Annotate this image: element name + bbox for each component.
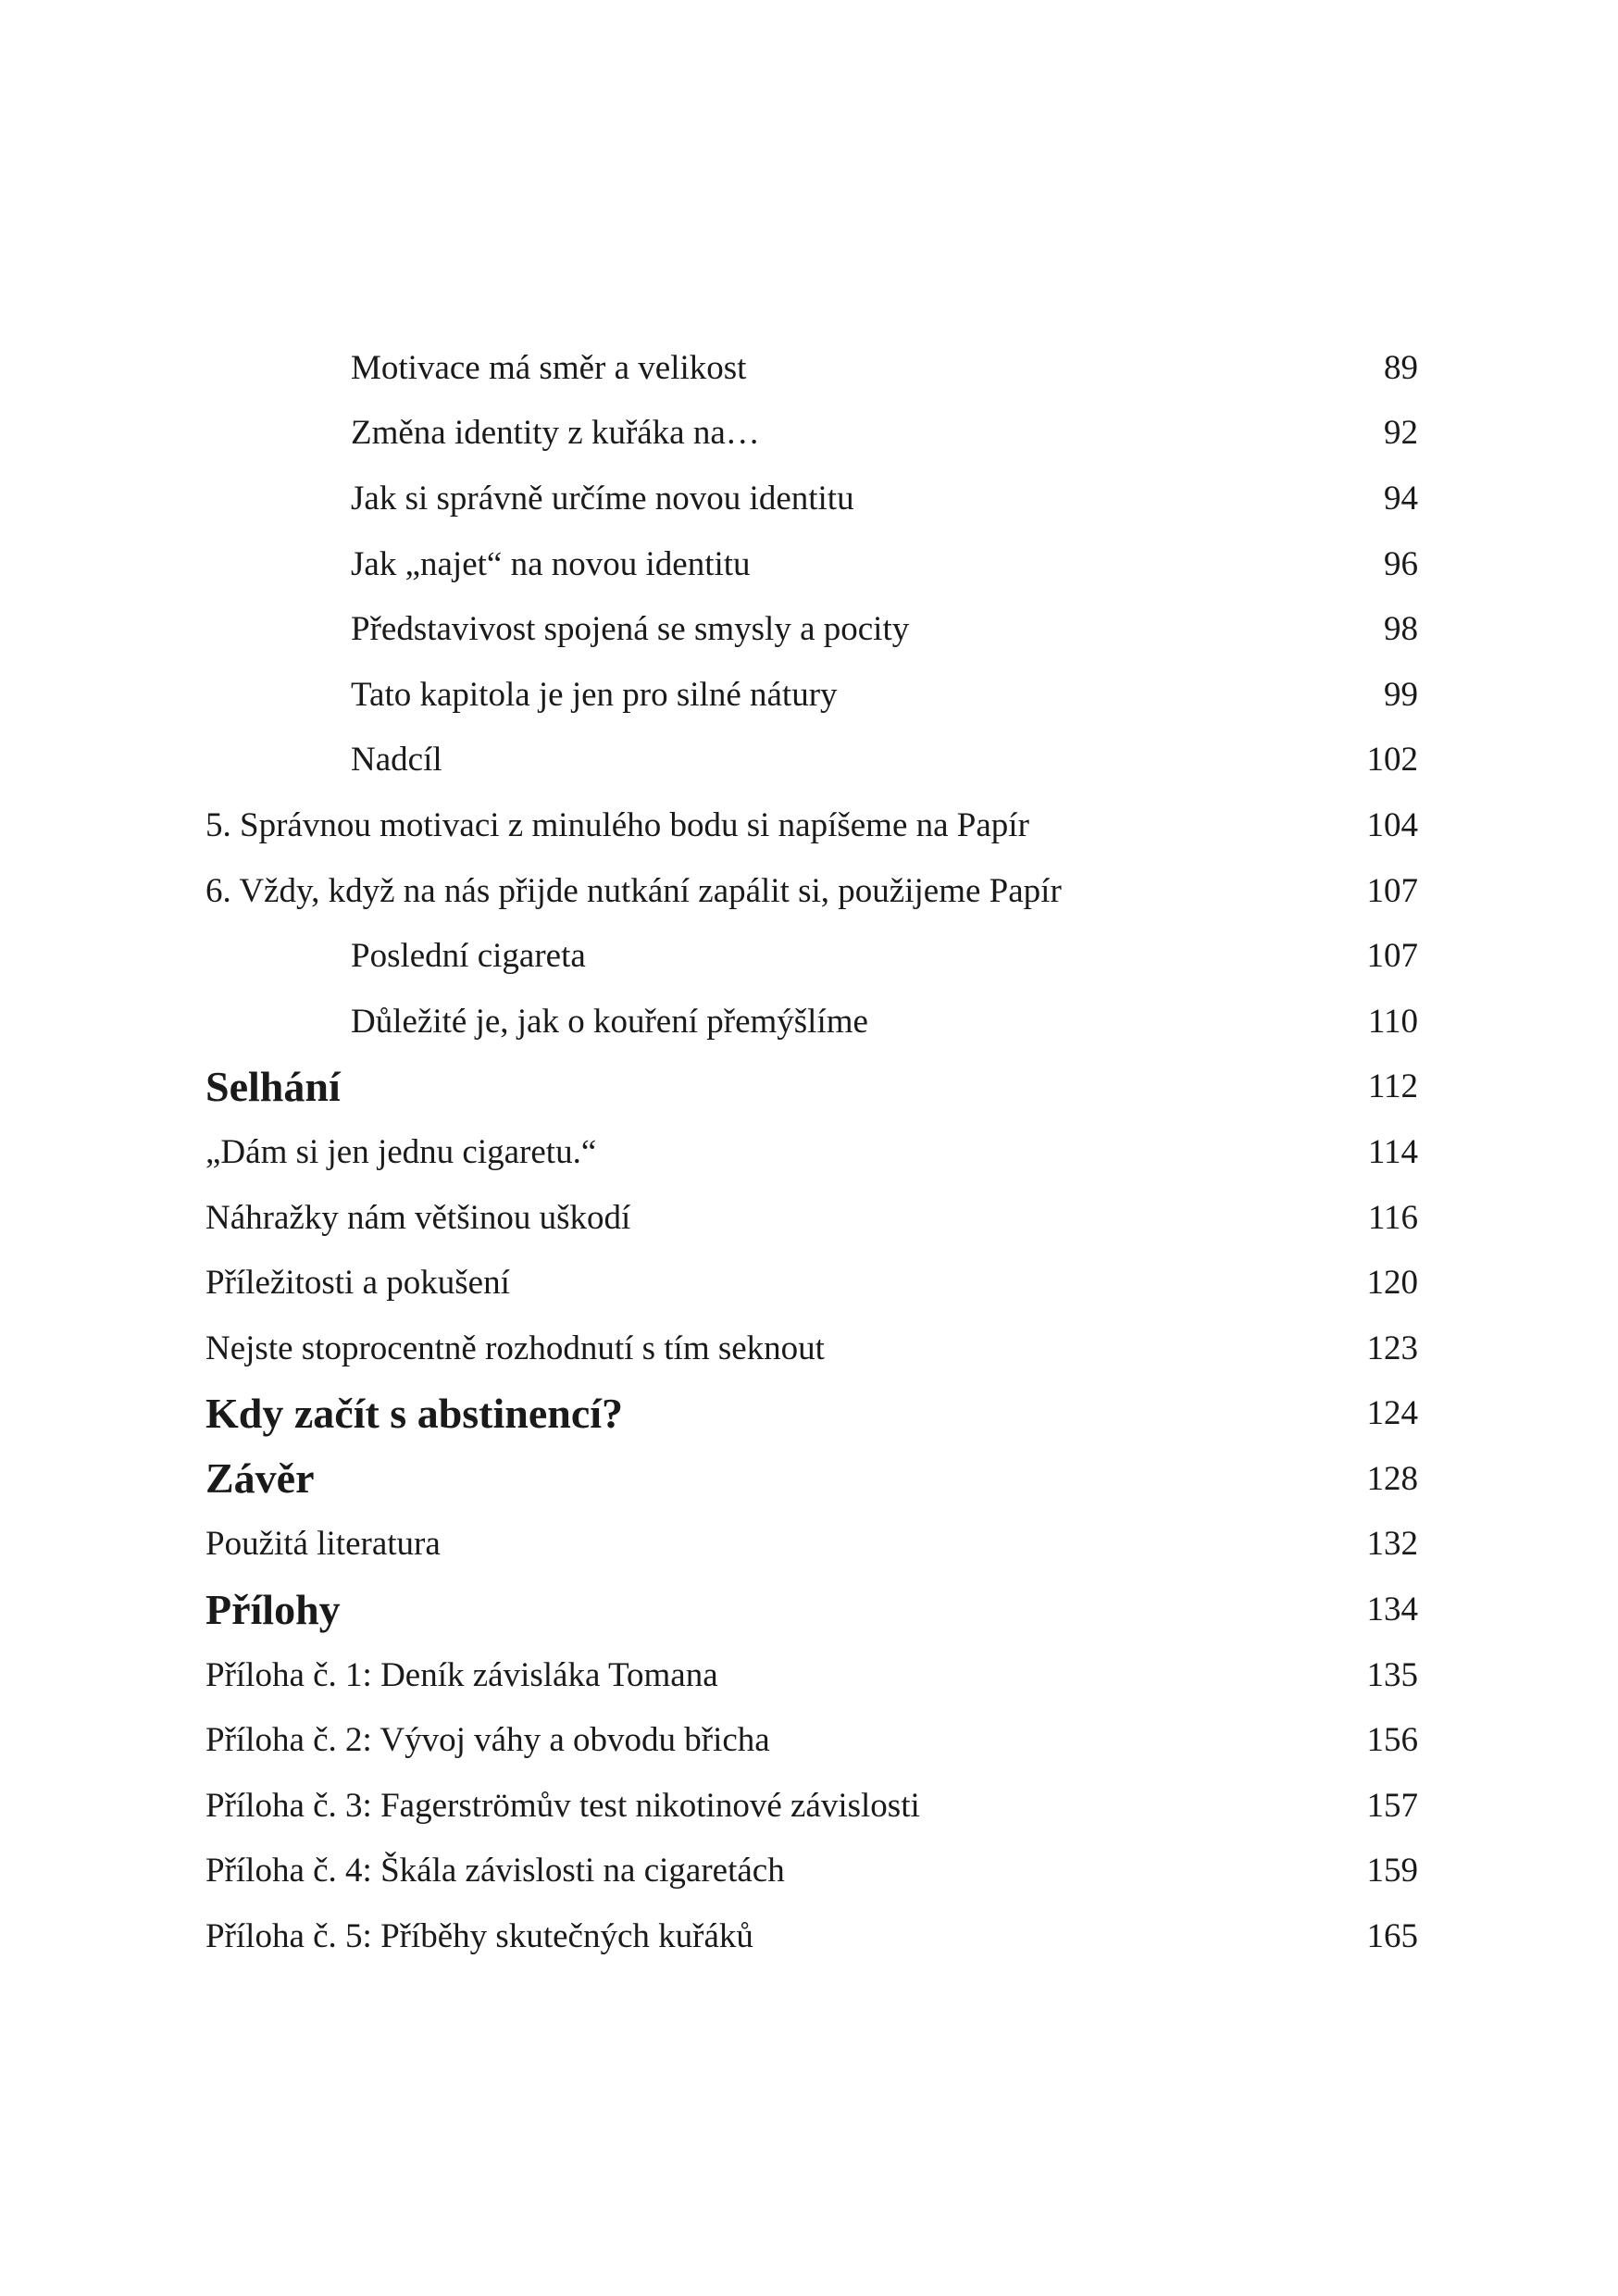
toc-entry-title: Změna identity z kuřáka na… bbox=[351, 414, 760, 453]
toc-entry-page: 107 bbox=[1366, 871, 1418, 910]
toc-entry-page: 116 bbox=[1367, 1198, 1418, 1237]
toc-entry bbox=[205, 531, 1418, 597]
toc-entry-title: Důležité je, jak o kouření přemýšlíme bbox=[351, 1002, 868, 1041]
toc-entry-page: 159 bbox=[1366, 1852, 1418, 1890]
toc-entry bbox=[205, 1316, 1418, 1381]
toc-entry-page: 104 bbox=[1366, 805, 1418, 844]
toc-entry-page: 156 bbox=[1366, 1721, 1418, 1760]
toc-entry bbox=[205, 858, 1418, 924]
toc-entry bbox=[205, 596, 1418, 662]
toc-entry-title: Nejste stoprocentně rozhodnutí s tím seknout bbox=[205, 1329, 825, 1367]
toc-entry-page: 120 bbox=[1366, 1264, 1418, 1303]
toc-entry bbox=[205, 401, 1418, 467]
toc-entry bbox=[205, 1773, 1418, 1839]
toc-chapter-title: Závěr bbox=[205, 1454, 315, 1503]
toc-chapter-page: 124 bbox=[1366, 1394, 1418, 1433]
toc-entry bbox=[205, 1119, 1418, 1185]
table-of-contents bbox=[205, 335, 1418, 1969]
toc-entry-title: Představivost spojená se smysly a pocity bbox=[351, 610, 910, 649]
toc-entry bbox=[205, 1185, 1418, 1251]
toc-entry-page: 110 bbox=[1367, 1002, 1418, 1041]
toc-entry bbox=[205, 728, 1418, 793]
toc-entry-title: Nadcíl bbox=[351, 741, 442, 780]
toc-chapter-title: Kdy začít s abstinencí? bbox=[205, 1389, 624, 1437]
toc-entry-title: Příloha č. 1: Deník závisláka Tomana bbox=[205, 1655, 718, 1694]
toc-entry-page: 102 bbox=[1366, 741, 1418, 780]
toc-entry-title: 6. Vždy, když na nás přijde nutkání zapálit si, použijeme Papír bbox=[205, 871, 1062, 910]
toc-chapter bbox=[205, 1054, 1418, 1120]
toc-chapter bbox=[205, 1577, 1418, 1642]
toc-entry bbox=[205, 466, 1418, 531]
toc-entry bbox=[205, 662, 1418, 728]
toc-chapter-page: 128 bbox=[1366, 1459, 1418, 1498]
toc-entry-page: 157 bbox=[1366, 1786, 1418, 1825]
toc-entry bbox=[205, 335, 1418, 401]
toc-entry bbox=[205, 1707, 1418, 1773]
toc-entry-title: „Dám si jen jednu cigaretu.“ bbox=[205, 1132, 597, 1171]
toc-entry-page: 99 bbox=[1384, 675, 1418, 714]
toc-entry-page: 114 bbox=[1367, 1132, 1418, 1171]
toc-entry-page: 94 bbox=[1384, 479, 1418, 518]
toc-chapter-page: 134 bbox=[1366, 1591, 1418, 1629]
toc-entry bbox=[205, 1903, 1418, 1969]
toc-entry-title: Náhražky nám většinou uškodí bbox=[205, 1198, 631, 1237]
toc-entry-page: 165 bbox=[1366, 1917, 1418, 1956]
toc-entry-title: Příloha č. 3: Fagerströmův test nikotinové závislosti bbox=[205, 1786, 920, 1825]
toc-entry-title: Použitá literatura bbox=[205, 1525, 441, 1564]
toc-entry bbox=[205, 792, 1418, 858]
toc-entry-page: 107 bbox=[1366, 937, 1418, 976]
toc-entry-page: 92 bbox=[1384, 414, 1418, 453]
toc-chapter bbox=[205, 1381, 1418, 1447]
toc-entry-title: Jak si správně určíme novou identitu bbox=[351, 479, 854, 518]
toc-entry-title: 5. Správnou motivaci z minulého bodu si napíšeme na Papír bbox=[205, 805, 1029, 844]
toc-entry-page: 135 bbox=[1366, 1655, 1418, 1694]
toc-entry-title: Tato kapitola je jen pro silné nátury bbox=[351, 675, 838, 714]
toc-entry-page: 89 bbox=[1384, 348, 1418, 387]
toc-entry bbox=[205, 1839, 1418, 1904]
toc-chapter-title: Selhání bbox=[205, 1062, 341, 1110]
toc-entry-page: 132 bbox=[1366, 1525, 1418, 1564]
toc-entry bbox=[205, 989, 1418, 1054]
toc-entry bbox=[205, 923, 1418, 989]
toc-entry bbox=[205, 1250, 1418, 1316]
toc-entry-title: Poslední cigareta bbox=[351, 937, 586, 976]
toc-entry-title: Motivace má směr a velikost bbox=[351, 348, 747, 387]
toc-entry bbox=[205, 1512, 1418, 1578]
toc-entry-page: 96 bbox=[1384, 544, 1418, 583]
toc-entry-title: Příležitosti a pokušení bbox=[205, 1264, 510, 1303]
toc-chapter bbox=[205, 1446, 1418, 1512]
toc-chapter-title: Přílohy bbox=[205, 1585, 341, 1633]
toc-entry bbox=[205, 1642, 1418, 1708]
toc-entry-title: Příloha č. 5: Příběhy skutečných kuřáků bbox=[205, 1917, 753, 1956]
toc-entry-title: Příloha č. 4: Škála závislosti na cigaretách bbox=[205, 1852, 785, 1890]
toc-entry-page: 98 bbox=[1384, 610, 1418, 649]
toc-chapter-page: 112 bbox=[1367, 1067, 1418, 1106]
toc-entry-page: 123 bbox=[1366, 1329, 1418, 1367]
toc-entry-title: Příloha č. 2: Vývoj váhy a obvodu břicha bbox=[205, 1721, 770, 1760]
toc-entry-title: Jak „najet“ na novou identitu bbox=[351, 544, 751, 583]
